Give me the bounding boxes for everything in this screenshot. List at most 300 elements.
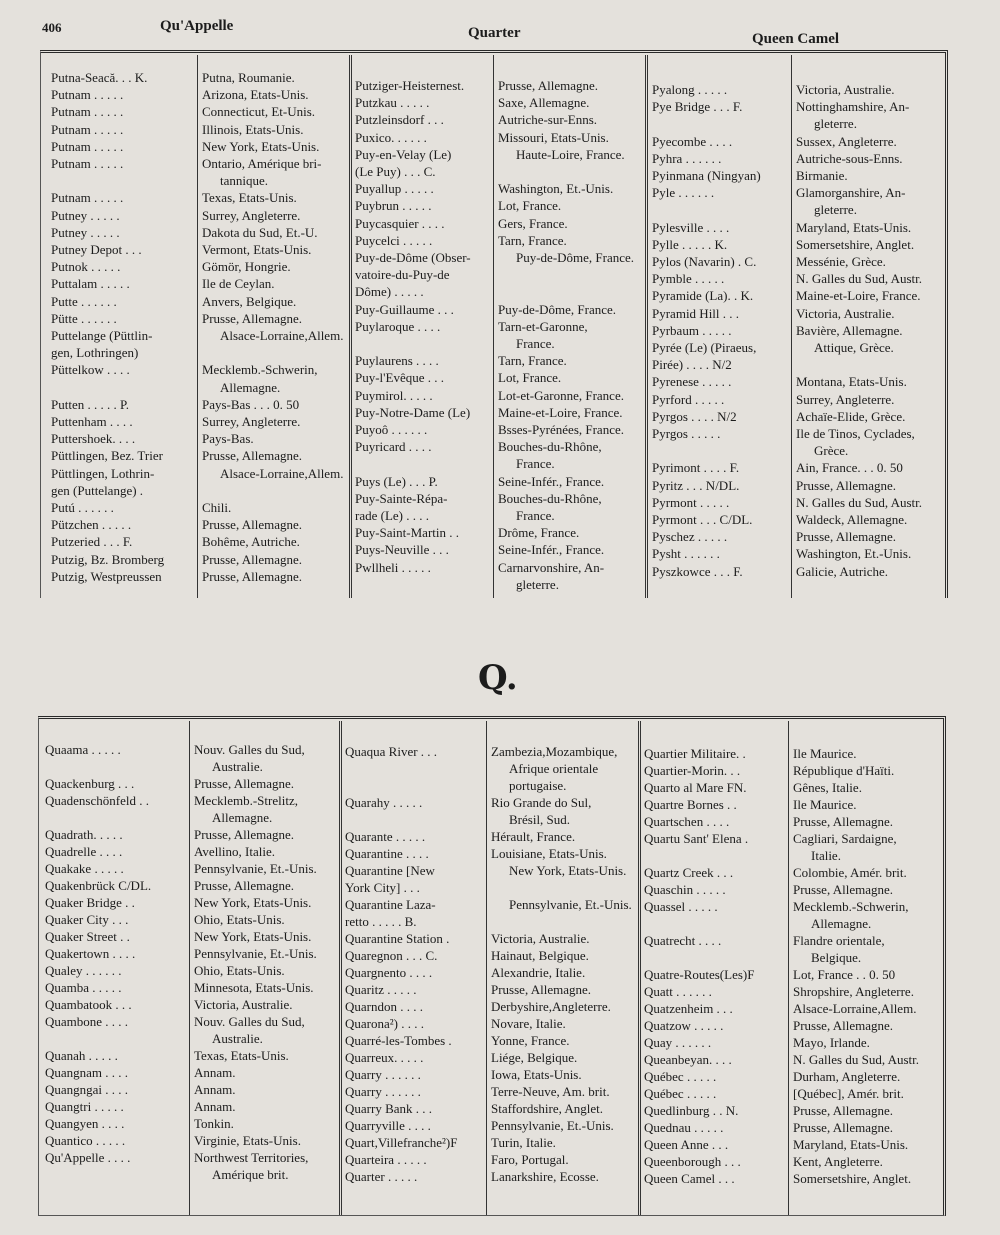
location-line: Prusse, Allemagne.: [793, 882, 894, 897]
location-line: Lot-et-Garonne, France.: [498, 387, 624, 403]
entry-row: [341, 964, 636, 981]
place-name-line: Quakertown . . . .: [45, 946, 136, 961]
location: [493, 352, 643, 369]
location: [791, 545, 943, 562]
location: [486, 1083, 636, 1100]
place-name: [351, 215, 493, 232]
place-name: [47, 447, 197, 464]
location: [791, 339, 943, 373]
place-name-line: Pymble . . . . .: [652, 271, 725, 287]
location: [493, 404, 643, 421]
place-name-line: Quangnam . . . .: [45, 1065, 129, 1080]
location: [493, 490, 643, 524]
place-name: [640, 762, 788, 779]
location-line: Glamorganshire, An-: [796, 185, 906, 201]
place-name-line: Puyoô . . . . . .: [355, 422, 428, 438]
entry-row: [341, 1083, 636, 1100]
location-line: Anvers, Belgique.: [202, 293, 297, 309]
place-name-line: gen (Puttelange) .: [51, 482, 144, 498]
place-name: [341, 964, 486, 981]
location: [197, 103, 347, 120]
location: [791, 219, 943, 236]
location: [197, 413, 347, 430]
place-name-line: Putzleinsdorf . . .: [355, 112, 444, 128]
location-line: Rio Grande do Sul,: [491, 795, 592, 810]
place-name-line: Quatrecht . . . .: [644, 933, 722, 948]
location: [189, 792, 337, 826]
entry-row: [351, 318, 643, 352]
place-name: [47, 138, 197, 155]
location-line: Pays-Bas . . . 0. 50: [202, 396, 300, 412]
location: [189, 1149, 337, 1183]
place-name: [41, 1013, 189, 1047]
place-name: [341, 1168, 486, 1185]
entry-row: [640, 898, 940, 932]
location-line: Sussex, Angleterre.: [796, 133, 897, 149]
place-name-line: Puys-Neuville . . .: [355, 542, 449, 558]
entry-row: [648, 425, 943, 459]
header-left-keyword: Qu'Appelle: [160, 18, 234, 34]
location-line: Carnarvonshire, An-: [498, 559, 605, 575]
location-line: Derbyshire,Angleterre.: [491, 999, 611, 1014]
location-line: tannique.: [220, 173, 269, 189]
place-name-line: Pyrenese . . . . .: [652, 374, 732, 390]
place-name: [351, 352, 493, 369]
entry-row: [640, 966, 940, 983]
location-line: Lot, France . . 0. 50: [793, 967, 896, 982]
entry-row: [341, 794, 636, 828]
place-name-line: Quaschin . . . . .: [644, 882, 726, 897]
entry-row: [351, 129, 643, 146]
location: [493, 318, 643, 352]
place-name: [47, 275, 197, 292]
place-name-line: Pyritz . . . N/DL.: [652, 477, 740, 493]
location: [788, 1119, 940, 1136]
place-name: [41, 911, 189, 928]
entry-row: [341, 828, 636, 845]
place-name-line: Quakenbrück C/DL.: [45, 878, 152, 893]
location-line: Turin, Italie.: [491, 1135, 556, 1150]
place-name: [47, 516, 197, 533]
location: [197, 155, 347, 189]
location-line: Avellino, Italie.: [194, 844, 275, 859]
place-name-line: Puylaurens . . . .: [355, 353, 439, 369]
location-line: Prusse, Allemagne.: [793, 1018, 894, 1033]
header-center-keyword: Quarter: [468, 25, 521, 41]
place-name: [648, 253, 791, 270]
place-name: [47, 327, 197, 361]
place-name: [648, 150, 791, 167]
place-name-line: Puy-l'Evêque . . .: [355, 370, 444, 386]
location-line: Belgique.: [811, 950, 862, 965]
location-line: Bouches-du-Rhône,: [498, 439, 602, 455]
location-line: Alsace-Lorraine,Allem.: [220, 465, 344, 481]
location: [189, 1064, 337, 1081]
place-name: [47, 241, 197, 258]
location: [493, 129, 643, 146]
entry-row: [640, 745, 940, 762]
place-name-line: Puy-en-Velay (Le): [355, 146, 452, 162]
location: [791, 408, 943, 425]
location-line: Surrey, Angleterre.: [202, 207, 301, 223]
place-name: [648, 425, 791, 459]
location-line: New York, Etats-Unis.: [194, 929, 312, 944]
place-name: [41, 843, 189, 860]
place-name: [41, 741, 189, 775]
location-line: Ile de Ceylan.: [202, 276, 275, 292]
entry-row: [640, 932, 940, 966]
location-line: Prusse, Allemagne.: [194, 878, 295, 893]
location-line: Pennsylvanie, Et.-Unis.: [194, 946, 317, 961]
location-line: Alsace-Lorraine,Allem.: [220, 328, 344, 344]
place-name: [41, 1132, 189, 1149]
place-name-line: Putney . . . . .: [51, 207, 120, 223]
place-name: [47, 310, 197, 327]
place-name: [648, 459, 791, 476]
location: [197, 138, 347, 155]
location: [189, 775, 337, 792]
place-name-line: Putney . . . . .: [51, 224, 120, 240]
location: [788, 830, 940, 864]
place-name-line: Quartz Creek . . .: [644, 865, 734, 880]
location-line: Nouv. Galles du Sud,: [194, 1014, 305, 1029]
location-line: Prusse, Allemagne.: [491, 982, 592, 997]
place-name-line: Püttlingen, Bez. Trier: [51, 448, 163, 464]
location: [791, 81, 943, 98]
place-name-line: Puttelange (Püttlin-: [51, 328, 153, 344]
place-name-line: Quatzenheim . . .: [644, 1001, 733, 1016]
place-name: [41, 996, 189, 1013]
entry-row: [640, 1051, 940, 1068]
place-name-line: Quarahy . . . . .: [345, 795, 423, 810]
location: [197, 207, 347, 224]
entry-row: [648, 150, 943, 167]
location-line: Prusse, Allemagne.: [202, 551, 303, 567]
location-line: Montana, Etats-Unis.: [796, 374, 907, 390]
location: [197, 121, 347, 138]
location-line: Connecticut, Et-Unis.: [202, 104, 316, 120]
column-separator: [339, 721, 342, 1215]
place-name: [341, 1066, 486, 1083]
location-line: Afrique orientale: [509, 761, 599, 776]
entry-row: [648, 236, 943, 253]
place-name-line: Quadrelle . . . .: [45, 844, 123, 859]
place-name-line: gen, Lothringen): [51, 345, 139, 361]
location: [493, 77, 643, 94]
place-name-line: Quarry . . . . . .: [345, 1067, 421, 1082]
entry-row: [648, 270, 943, 287]
location: [189, 843, 337, 860]
location-line: Washington, Et.-Unis.: [796, 546, 912, 562]
place-name-line: Putziger-Heisternest.: [355, 78, 465, 93]
place-name: [640, 1119, 788, 1136]
location-line: Zambezia,Mozambique,: [491, 744, 618, 759]
location: [197, 310, 347, 327]
place-name-line: Püttlingen, Lothrin-: [51, 465, 155, 481]
entry-row: [341, 1134, 636, 1151]
entry-row: [341, 930, 636, 947]
location: [788, 1017, 940, 1034]
location-line: Lot, France.: [498, 198, 562, 214]
place-name: [41, 1149, 189, 1183]
place-name-line: Quarré-les-Tombes .: [345, 1033, 452, 1048]
place-name-line: Quaritz . . . . .: [345, 982, 417, 997]
place-name: [648, 219, 791, 236]
location-line: Birmanie.: [796, 168, 848, 184]
location-line: Colombie, Amér. brit.: [793, 865, 907, 880]
place-name-line: Quangngai . . . .: [45, 1082, 129, 1097]
entry-row: [648, 408, 943, 425]
place-name: [351, 318, 493, 352]
location: [788, 1170, 940, 1187]
location: [791, 511, 943, 528]
location-line: Somersetshire, Anglet.: [796, 236, 915, 252]
location-line: Ontario, Amérique bri-: [202, 156, 322, 172]
place-name: [47, 155, 197, 189]
entry-row: [351, 387, 643, 404]
entry-row: [640, 983, 940, 1000]
location: [493, 369, 643, 386]
location-line: Missouri, Etats-Unis.: [498, 129, 609, 145]
place-name-line: Pyrbaum . . . . .: [652, 322, 732, 338]
place-name: [41, 1047, 189, 1064]
place-name: [341, 1117, 486, 1134]
location: [486, 947, 636, 964]
place-name-line: Putzig, Westpreussen: [51, 568, 162, 584]
place-name: [648, 287, 791, 304]
entry-row: [341, 1100, 636, 1117]
location-line: Iowa, Etats-Unis.: [491, 1067, 582, 1082]
place-name: [341, 794, 486, 828]
location: [788, 745, 940, 762]
entry-row: [351, 438, 643, 472]
location-line: Saxe, Allemagne.: [498, 95, 590, 111]
place-name: [41, 792, 189, 826]
place-name-line: Pylesville . . . .: [652, 219, 730, 235]
entry-row: [351, 232, 643, 249]
place-name: [640, 1153, 788, 1170]
entry-row: [640, 830, 940, 864]
location-line: N. Galles du Sud, Austr.: [796, 494, 923, 510]
location: [197, 465, 347, 499]
entry-row: [640, 1034, 940, 1051]
entry-row: [351, 197, 643, 214]
location: [189, 1098, 337, 1115]
location: [189, 1132, 337, 1149]
column-rule: [486, 721, 487, 1215]
location-line: Prusse, Allemagne.: [498, 78, 599, 93]
entry-row: [351, 94, 643, 111]
place-name: [41, 877, 189, 894]
location: [493, 541, 643, 558]
entry-row: [648, 459, 943, 476]
entry-row: [341, 1049, 636, 1066]
place-name: [640, 1068, 788, 1085]
place-name-line: Quangyen . . . .: [45, 1116, 125, 1131]
entry-row: [648, 528, 943, 545]
location-line: Chili.: [202, 500, 232, 516]
location: [788, 966, 940, 983]
location: [788, 1102, 940, 1119]
location: [197, 293, 347, 310]
p_columns-column-3: [648, 81, 943, 580]
location: [493, 197, 643, 214]
location: [791, 425, 943, 459]
place-name: [640, 1000, 788, 1017]
location-line: Mecklemb.-Schwerin,: [202, 362, 318, 378]
location-line: Drôme, France.: [498, 525, 580, 541]
location: [189, 877, 337, 894]
place-name-line: Quartu Sant' Elena .: [644, 831, 749, 846]
location: [791, 236, 943, 253]
place-name: [640, 1170, 788, 1187]
entry-row: [341, 896, 636, 930]
place-name: [341, 1134, 486, 1151]
location-line: Northwest Territories,: [194, 1150, 309, 1165]
place-name-line: Quarreux. . . . .: [345, 1050, 424, 1065]
place-name-line: Putzig, Bz. Bromberg: [51, 551, 165, 567]
place-name: [47, 189, 197, 206]
location-line: Gers, France.: [498, 215, 568, 231]
location: [493, 249, 643, 301]
location: [788, 796, 940, 813]
location: [788, 1085, 940, 1102]
location-line: New York, Etats-Unis.: [202, 138, 320, 154]
place-name: [648, 81, 791, 98]
location: [791, 391, 943, 408]
location-line: Bohême, Autriche.: [202, 534, 300, 550]
location-line: Italie.: [811, 848, 841, 863]
place-name-line: rade (Le) . . . .: [355, 508, 429, 524]
place-name-line: Quarantine Laza-: [345, 897, 436, 912]
location-line: New York, Etats-Unis.: [194, 895, 312, 910]
entry-row: [341, 947, 636, 964]
place-name: [640, 864, 788, 881]
place-name-line: Quadrath. . . . .: [45, 827, 123, 842]
location-line: Somersetshire, Anglet.: [793, 1171, 912, 1186]
place-name-line: Putnam . . . . .: [51, 104, 124, 120]
place-name: [41, 1064, 189, 1081]
place-name-line: Puy-Sainte-Répa-: [355, 490, 448, 506]
location: [788, 1068, 940, 1085]
entry-row: [341, 1168, 636, 1185]
location-line: Texas, Etats-Unis.: [202, 190, 297, 206]
entry-row: [341, 1032, 636, 1049]
location: [189, 1115, 337, 1132]
location: [788, 932, 940, 966]
location: [189, 894, 337, 911]
entry-row: [351, 146, 643, 180]
place-name: [648, 236, 791, 253]
place-name-line: Pylle . . . . . K.: [652, 236, 728, 252]
location: [189, 1047, 337, 1064]
location: [197, 447, 347, 464]
place-name: [640, 1136, 788, 1153]
location: [493, 559, 643, 593]
place-name: [351, 541, 493, 558]
location: [197, 189, 347, 206]
place-name: [41, 775, 189, 792]
place-name: [47, 430, 197, 447]
place-name-line: Quaregnon . . . C.: [345, 948, 438, 963]
location: [788, 898, 940, 932]
location: [486, 845, 636, 862]
location: [791, 528, 943, 545]
place-name: [341, 1100, 486, 1117]
location: [791, 167, 943, 184]
place-name: [648, 305, 791, 322]
location: [791, 322, 943, 339]
location-line: Bsses-Pyrénées, France.: [498, 422, 624, 438]
entry-row: [351, 421, 643, 438]
place-name-line: Quarto al Mare FN.: [644, 780, 747, 795]
place-name: [47, 396, 197, 413]
location: [189, 962, 337, 979]
location-line: Mecklemb.-Schwerin,: [793, 899, 909, 914]
place-name-line: Quangtri . . . . .: [45, 1099, 124, 1114]
header-right-keyword: Queen Camel: [752, 31, 840, 47]
entry-row: [351, 180, 643, 197]
location-line: Prusse, Allemagne.: [793, 814, 894, 829]
place-name: [640, 1034, 788, 1051]
location-line: Texas, Etats-Unis.: [194, 1048, 289, 1063]
place-name-line: Putney Depot . . .: [51, 242, 142, 258]
place-name: [47, 258, 197, 275]
location-line: Pennsylvanie, Et.-Unis.: [509, 897, 632, 912]
place-name: [47, 69, 197, 86]
location: [493, 524, 643, 541]
location-line: France.: [516, 508, 555, 524]
location-line: Gênes, Italie.: [793, 780, 862, 795]
place-name-line: Quednau . . . . .: [644, 1120, 724, 1135]
place-name-line: (Le Puy) . . . C.: [355, 164, 436, 180]
place-name: [47, 361, 197, 395]
place-name-line: Pyrgos . . . . N/2: [652, 408, 737, 424]
location: [189, 945, 337, 962]
location-line: Alexandrie, Italie.: [491, 965, 586, 980]
place-name-line: Puy-Notre-Dame (Le): [355, 404, 471, 420]
location: [788, 864, 940, 881]
place-name: [351, 524, 493, 541]
entry-row: [640, 1000, 940, 1017]
location: [486, 862, 636, 896]
entry-row: [351, 369, 643, 386]
entry-row: [648, 494, 943, 511]
place-name: [341, 743, 486, 794]
place-name-line: Quackenburg . . .: [45, 776, 135, 791]
place-name-line: Quaqua River . . .: [345, 744, 438, 759]
place-name-line: Pützchen . . . . .: [51, 517, 132, 533]
place-name: [47, 86, 197, 103]
place-name-line: Qu'Appelle . . . .: [45, 1150, 131, 1165]
place-name-line: Quartschen . . . .: [644, 814, 730, 829]
place-name-line: Quargnento . . . .: [345, 965, 433, 980]
place-name-line: Pyinmana (Ningyan): [652, 168, 761, 184]
location-line: [Québec], Amér. brit.: [793, 1086, 904, 1101]
place-name: [640, 1085, 788, 1102]
entry-row: [341, 1066, 636, 1083]
place-name: [47, 207, 197, 224]
place-name-line: Pyrmont . . . . .: [652, 494, 730, 510]
place-name: [41, 945, 189, 962]
place-name-line: Quartre Bornes . .: [644, 797, 737, 812]
location: [486, 1066, 636, 1083]
place-name-line: Pütte . . . . . .: [51, 310, 117, 326]
column-rule: [189, 721, 190, 1215]
place-name-line: Pye Bridge . . . F.: [652, 99, 743, 115]
place-name-line: vatoire-du-Puy-de: [355, 267, 450, 283]
location-line: Prusse, Allemagne.: [202, 517, 303, 533]
